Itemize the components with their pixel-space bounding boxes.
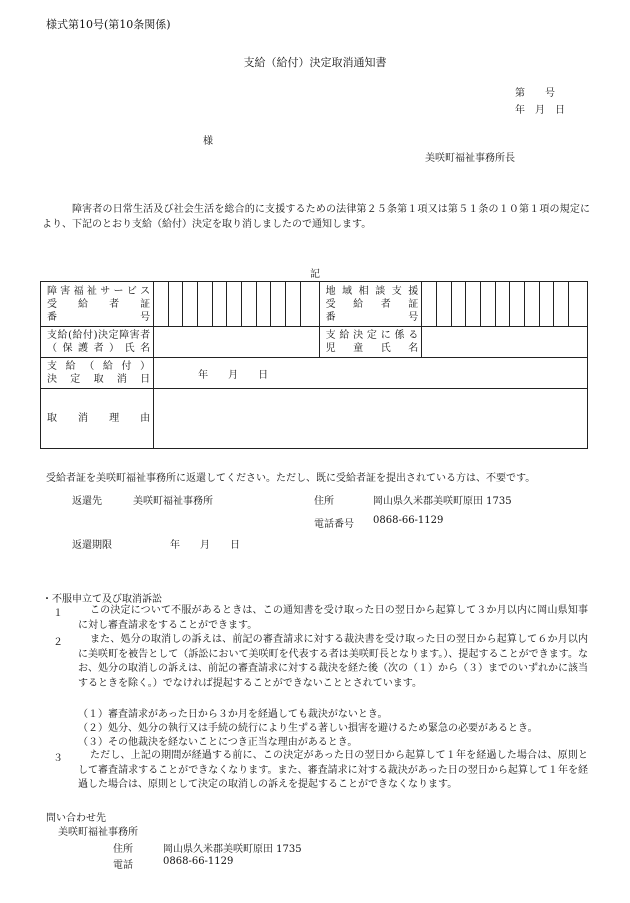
consult-digit-cell[interactable] — [422, 282, 437, 327]
card-digit-cell[interactable] — [183, 282, 198, 327]
cancellation-form-table — [40, 281, 588, 449]
card-digit-cell[interactable] — [168, 282, 183, 327]
return-deadline-label: 返還期限 — [72, 540, 112, 551]
issuer-name: 美咲町福祉事務所長 — [425, 153, 515, 164]
consult-digit-cell[interactable] — [495, 282, 510, 327]
consult-digit-cell[interactable] — [554, 282, 569, 327]
consult-digit-cell[interactable] — [436, 282, 451, 327]
appeal-sub-item-2: （２）処分、処分の執行又は手続の続行により生ずる著しい損害を避けるため緊急の必要があるとき。 — [78, 723, 538, 734]
card-digit-cell[interactable] — [256, 282, 271, 327]
intro-paragraph: 障害者の日常生活及び社会生活を総合的に支援するための法律第２５条第１項又は第５１条の１０第１項の規定により、下記のとおり支給（給付）決定を取り消しましたので通知します。 — [42, 204, 590, 230]
consult-digit-cell[interactable] — [510, 282, 525, 327]
form-number: 様式第10号(第10条関係) — [46, 18, 171, 31]
return-notice: 受給者証を美咲町福祉事務所に返還してください。ただし、既に受給者証を提出されている方は、不要です。 — [46, 473, 536, 484]
card-digit-cell[interactable] — [242, 282, 257, 327]
card-digit-cell[interactable] — [212, 282, 227, 327]
card-number-label: 障害福祉サービス 受 給 者 証 番 号 — [41, 282, 154, 327]
appeal-item-number: ２ — [53, 637, 63, 648]
consult-digit-cell[interactable] — [466, 282, 481, 327]
recipient-name-label: 支給(給付)決定障害者 （保護者）氏名 — [41, 327, 154, 358]
appeal-item-number: １ — [53, 608, 63, 619]
card-digit-cell[interactable] — [227, 282, 242, 327]
reason-field[interactable] — [154, 389, 588, 449]
issue-date: 年 月 日 — [515, 105, 565, 116]
return-address-label: 住所 — [314, 496, 334, 507]
cancel-date-label: 支給（給付） 決定取消日 — [41, 358, 154, 389]
consult-digit-cell[interactable] — [539, 282, 554, 327]
return-phone-label: 電話番号 — [314, 519, 354, 530]
reason-label: 取 消 理 由 — [41, 389, 154, 449]
recipient-name-field[interactable] — [154, 327, 319, 358]
addressee-suffix: 様 — [203, 136, 213, 147]
contact-phone: 0868-66-1129 — [163, 856, 234, 867]
appeal-item-2: また、処分の取消しの訴えは、前記の審査請求に対する裁決書を受け取った日の翌日から起算して６か月以内に美咲町を被告として（訴訟において美咲町を代表する者は美咲町長となります。）、提起することができます。なお、処分の取消しの訴えは、前記の審査請求に対する裁決を経た後（次の（１）から（３）までのいずれかに該当するときを除く。）でなければ提起することができないこととされています。 — [78, 634, 588, 689]
document-title: 支給（給付）決定取消通知書 — [243, 56, 387, 69]
appeal-item-number: ３ — [53, 753, 63, 764]
return-destination: 美咲町福祉事務所 — [133, 496, 213, 507]
appeal-heading: ・不服申立て及び取消訴訟 — [42, 594, 162, 605]
return-destination-label: 返還先 — [72, 496, 102, 507]
ki-label: 記 — [310, 269, 320, 280]
child-name-field[interactable] — [422, 327, 588, 358]
return-address: 岡山県久米郡美咲町原田 1735 — [373, 496, 512, 507]
card-digit-cell[interactable] — [300, 282, 319, 327]
card-digit-cell[interactable] — [286, 282, 301, 327]
appeal-sub-item-1: （１）審査請求があった日から３か月を経過しても裁決がないとき。 — [78, 709, 388, 720]
contact-address: 岡山県久米郡美咲町原田 1735 — [163, 844, 302, 855]
consult-digit-cell[interactable] — [524, 282, 539, 327]
appeal-sub-item-3: （３）その他裁決を経ないことにつき正当な理由があるとき。 — [78, 737, 358, 748]
contact-address-label: 住所 — [113, 844, 133, 855]
consult-digit-cell[interactable] — [480, 282, 495, 327]
document-number: 第 号 — [515, 88, 555, 99]
return-phone: 0868-66-1129 — [373, 515, 444, 526]
card-digit-cell[interactable] — [198, 282, 213, 327]
card-digit-cell[interactable] — [154, 282, 169, 327]
consult-card-number-label: 地域相談支援 受 給 者 証 番 号 — [319, 282, 422, 327]
consult-digit-cell[interactable] — [568, 282, 587, 327]
contact-phone-label: 電話 — [113, 860, 133, 871]
contact-office: 美咲町福祉事務所 — [58, 827, 138, 838]
contact-heading: 問い合わせ先 — [46, 813, 106, 824]
consult-digit-cell[interactable] — [451, 282, 466, 327]
return-deadline: 年 月 日 — [170, 540, 240, 551]
child-name-label: 支給決定に係る 児 童 氏 名 — [319, 327, 422, 358]
cancel-date-field[interactable]: 年 月 日 — [154, 358, 588, 389]
appeal-item-1: この決定について不服があるときは、この通知書を受け取った日の翌日から起算して３か月以内に岡山県知事に対し審査請求をすることができます。 — [78, 605, 588, 631]
card-digit-cell[interactable] — [271, 282, 286, 327]
appeal-item-3: ただし、上記の期間が経過する前に、この決定があった日の翌日から起算して１年を経過した場合は、原則として審査請求することができなくなります。また、審査請求に対する裁決があった日の翌日から起算して１年を経過した場合は、原則として決定の取消しの訴えを提起することができなくなります。 — [78, 750, 588, 790]
